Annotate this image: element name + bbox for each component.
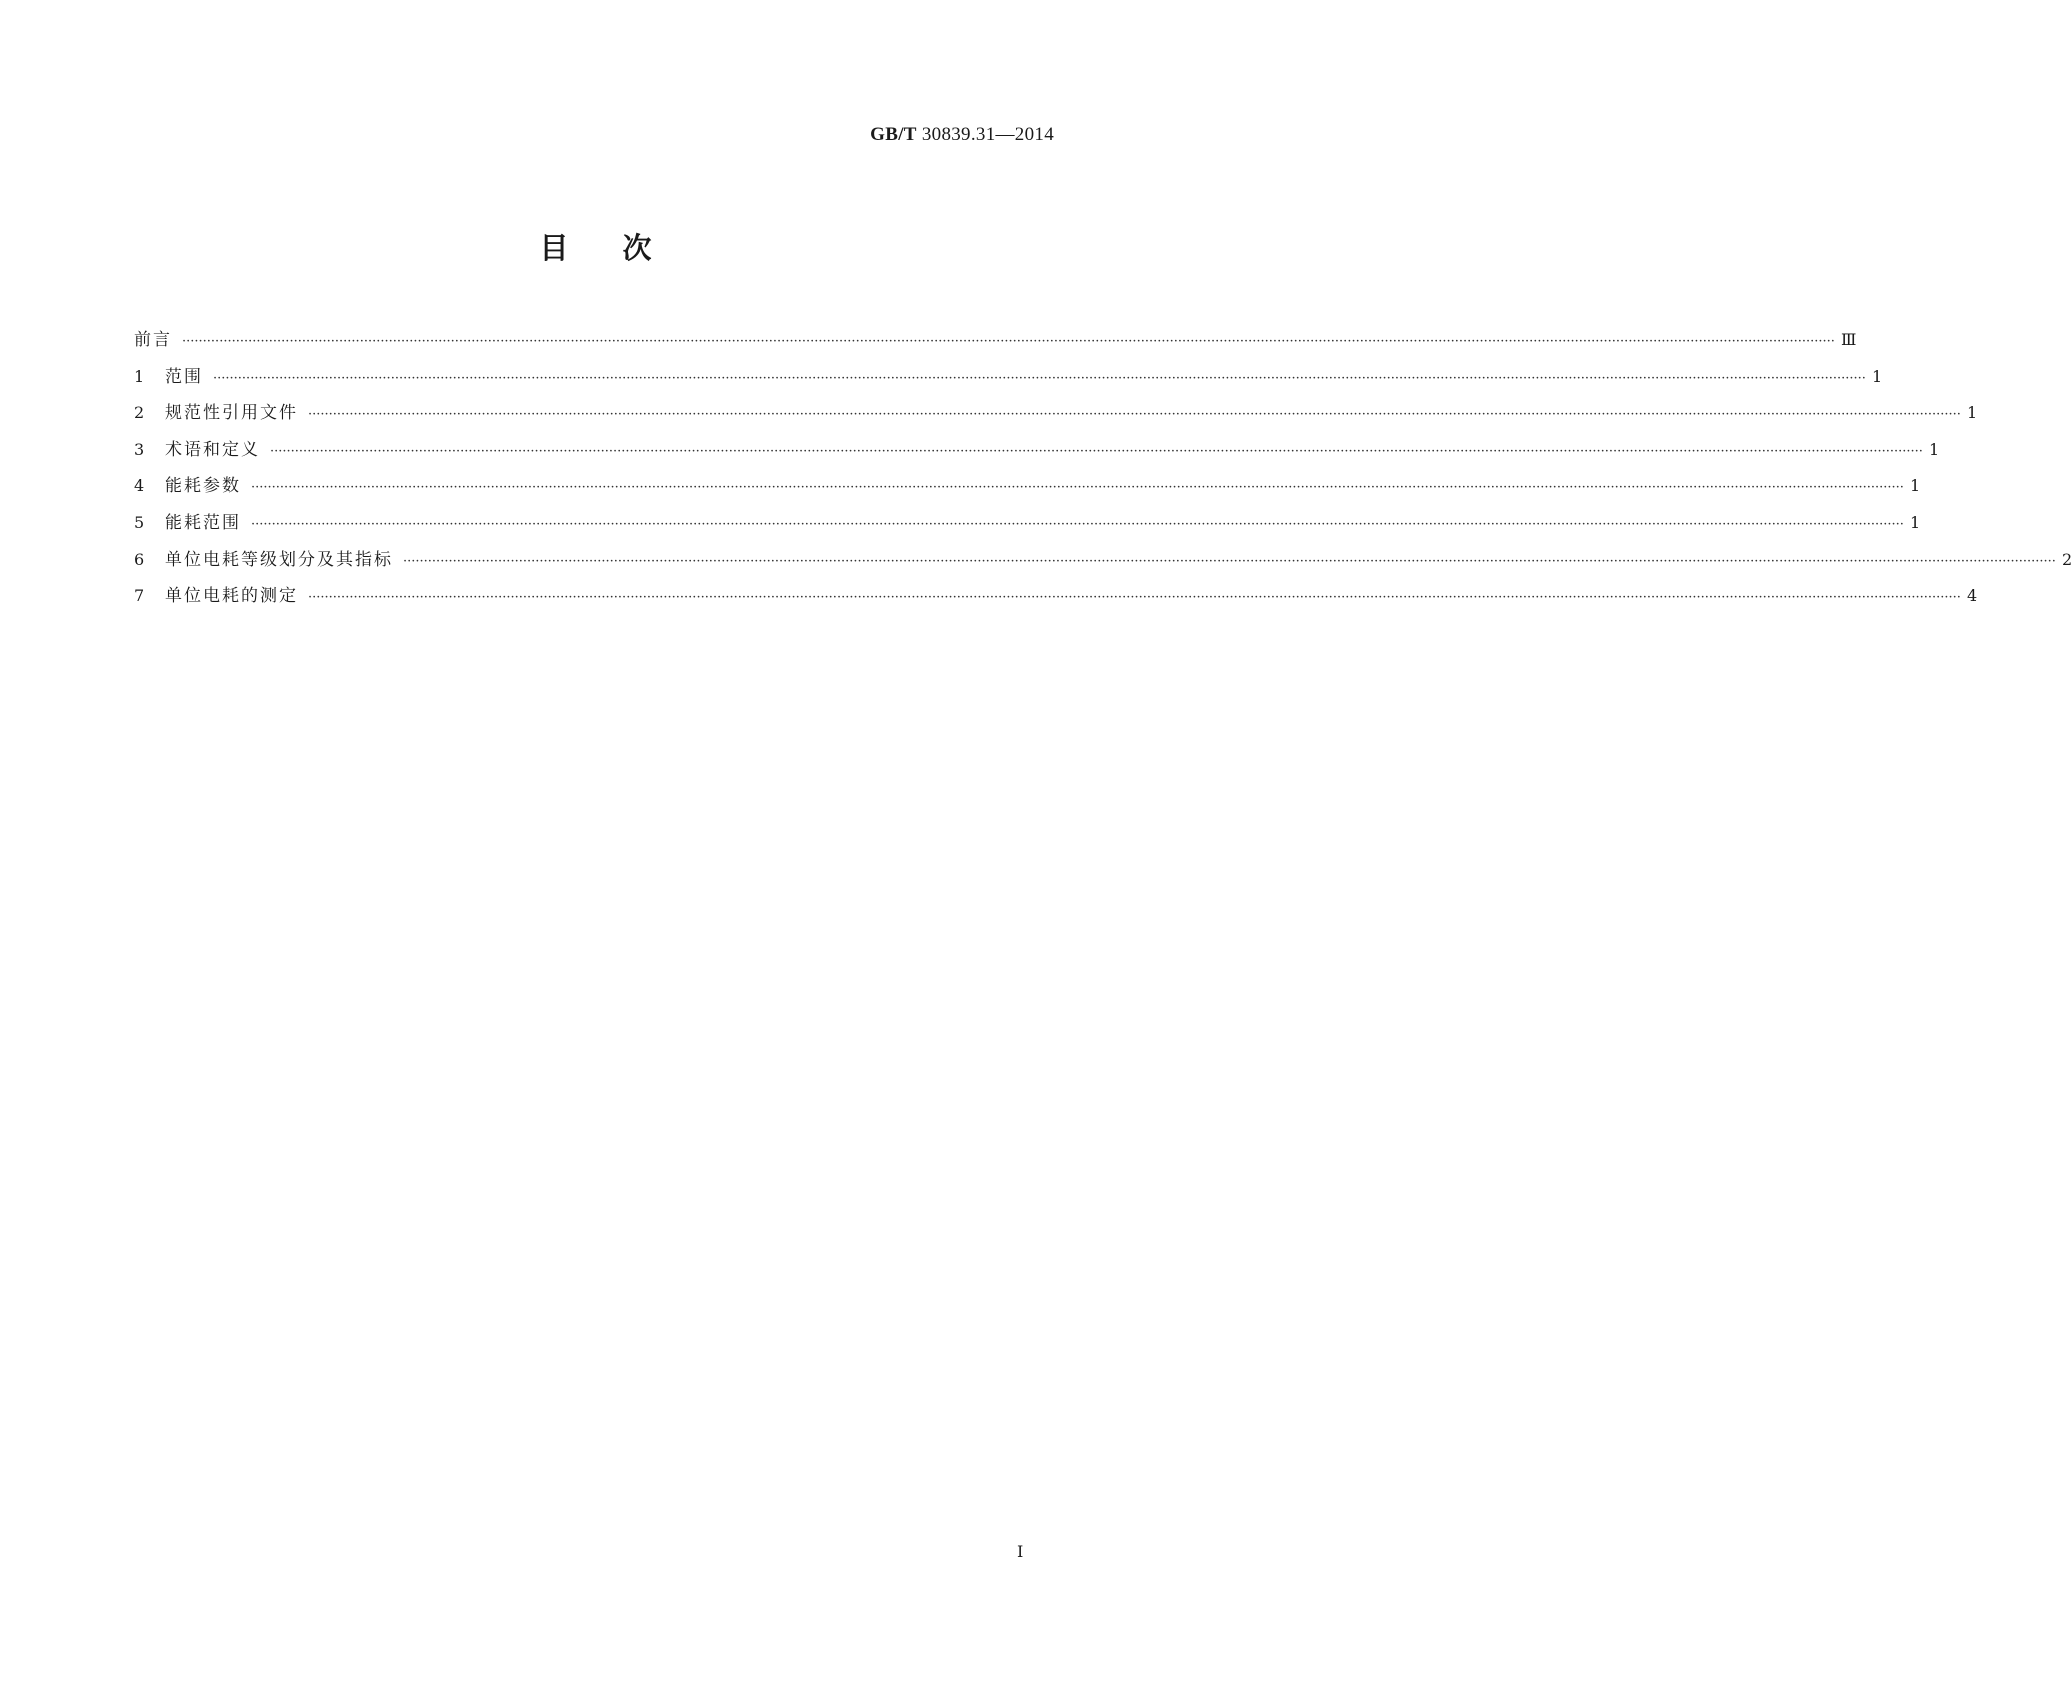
toc-entry-label: 能耗参数 bbox=[165, 476, 241, 497]
toc-entry-6[interactable] bbox=[134, 545, 2072, 582]
toc-entry-page: 1 bbox=[1928, 439, 1940, 459]
toc-entry-3[interactable] bbox=[134, 435, 1940, 472]
toc-entry-page: 1 bbox=[1871, 366, 1883, 386]
toc-dot-leader: ················································································································································································································································································································································································································ bbox=[403, 553, 2056, 569]
toc-entry-7[interactable] bbox=[134, 581, 1978, 618]
toc-entry-page: 4 bbox=[1966, 586, 1978, 606]
page-title: 目次 bbox=[539, 231, 706, 265]
toc-entry-number: 7 bbox=[134, 586, 145, 606]
toc-entry-foreword[interactable] bbox=[134, 325, 1857, 362]
toc-dot-leader: ················································································································································································································································································································································································································ bbox=[308, 590, 1961, 606]
toc-entry-number: 6 bbox=[134, 549, 145, 569]
toc-entry-label: 范围 bbox=[165, 366, 203, 387]
toc-dot-leader: ················································································································································································································································································································································································································ bbox=[182, 334, 1835, 349]
toc-entry-page: Ⅲ bbox=[1840, 330, 1857, 349]
toc-entry-number: 5 bbox=[134, 512, 145, 532]
toc-entry-2[interactable] bbox=[134, 398, 1978, 435]
toc-entry-label: 术语和定义 bbox=[165, 439, 260, 460]
toc-entry-label: 单位电耗等级划分及其指标 bbox=[165, 549, 393, 570]
table-of-contents bbox=[134, 325, 2072, 618]
toc-dot-leader: ················································································································································································································································································································································································································ bbox=[251, 516, 1904, 532]
toc-entry-page: 1 bbox=[1909, 476, 1921, 496]
toc-entry-1[interactable] bbox=[134, 362, 1883, 399]
toc-entry-page: 2 bbox=[2061, 549, 2072, 569]
standard-prefix: GB/T bbox=[870, 124, 917, 145]
toc-entry-number: 3 bbox=[134, 439, 145, 459]
toc-entry-number: 1 bbox=[134, 366, 145, 386]
toc-entry-4[interactable] bbox=[134, 471, 1921, 508]
toc-dot-leader: ················································································································································································································································································································································································································ bbox=[213, 370, 1866, 386]
toc-entry-label: 前言 bbox=[134, 330, 172, 350]
toc-dot-leader: ················································································································································································································································································································································································································ bbox=[308, 407, 1961, 423]
toc-entry-label: 能耗范围 bbox=[165, 512, 241, 533]
toc-dot-leader: ················································································································································································································································································································································································································ bbox=[270, 443, 1923, 459]
toc-entry-page: 1 bbox=[1966, 403, 1978, 423]
standard-code bbox=[870, 124, 1054, 146]
toc-entry-label: 单位电耗的测定 bbox=[165, 586, 298, 607]
toc-entry-number: 4 bbox=[134, 476, 145, 496]
toc-entry-label: 规范性引用文件 bbox=[165, 403, 298, 424]
page-number: I bbox=[1017, 1542, 1024, 1561]
standard-number: 30839.31—2014 bbox=[921, 124, 1054, 145]
toc-entry-number: 2 bbox=[134, 403, 145, 423]
toc-entry-page: 1 bbox=[1909, 512, 1921, 532]
toc-entry-5[interactable] bbox=[134, 508, 1921, 545]
toc-dot-leader: ················································································································································································································································································································································································································ bbox=[251, 480, 1904, 496]
